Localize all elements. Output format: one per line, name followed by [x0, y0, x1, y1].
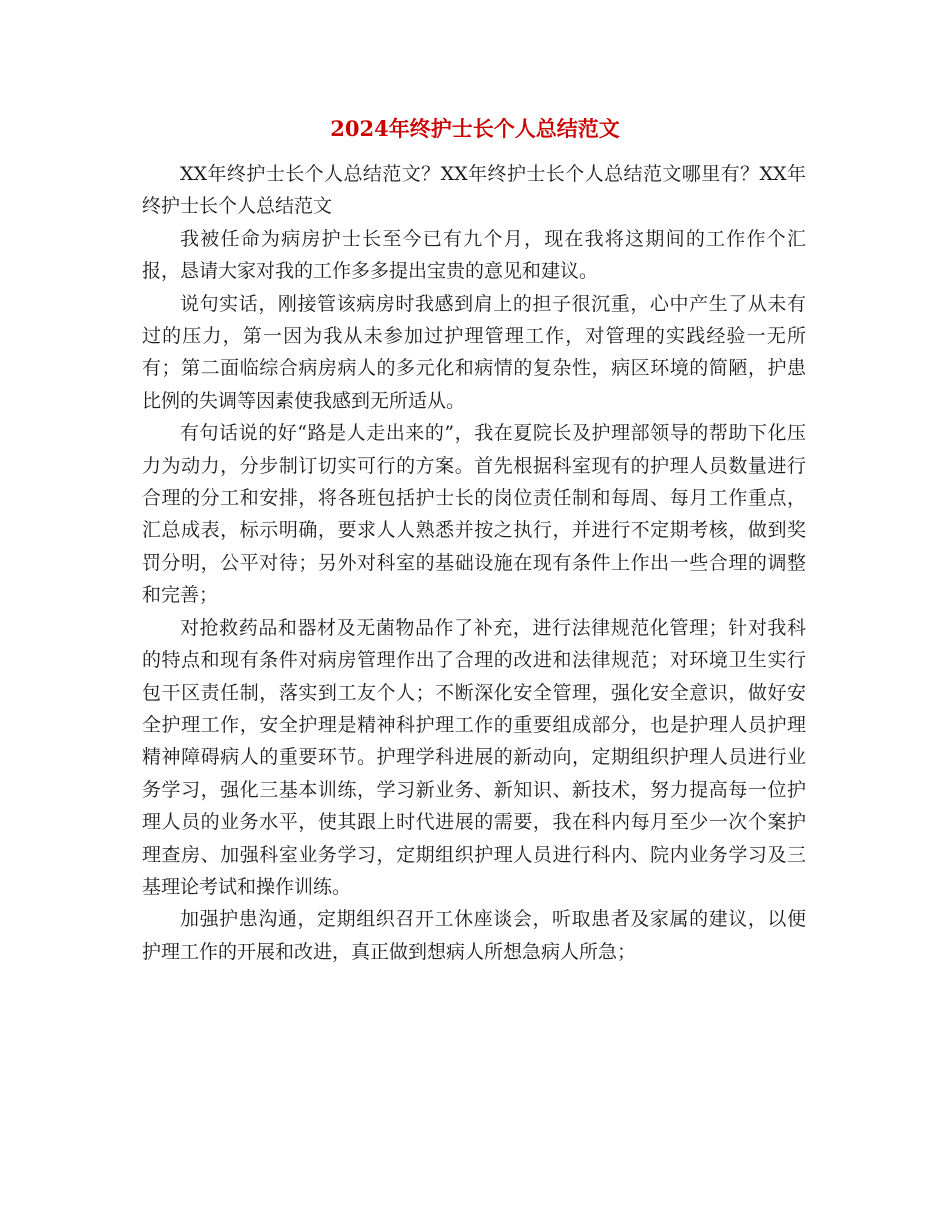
paragraph: 有句话说的好“路是人走出来的”，我在夏院长及护理部领导的帮助下化压力为动力，分步制订切实可行的方案。首先根据科室现有的护理人员数量进行合理的分工和安排，将各班包括护士长的岗位责任制和每周、每月工作重点，汇总成表，标示明确，要求人人熟悉并按之执行，并进行不定期考核，做到奖罚分明，公平对待；另外对科室的基础设施在现有条件上作出一些合理的调整和完善；: [142, 422, 806, 607]
document-title: 2024年终护士长个人总结范文: [330, 116, 620, 141]
paragraph: 加强护患沟通，定期组织召开工休座谈会，听取患者及家属的建议，以便护理工作的开展和改进，真正做到想病人所想急病人所急；: [142, 908, 806, 963]
paragraph: 我被任命为病房护士长至今已有九个月，现在我将这期间的工作作个汇报，恳请大家对我的工作多多提出宝贵的意见和建议。: [142, 227, 806, 283]
document-body: [142, 158, 806, 968]
paragraph: 说句实话，刚接管该病房时我感到肩上的担子很沉重，心中产生了从未有过的压力，第一因为我从未参加过护理管理工作，对管理的实践经验一无所有；第二面临综合病房病人的多元化和病情的复杂性，病区环境的简陋，护患比例的失调等因素使我感到无所适从。: [142, 292, 806, 412]
paragraph: 对抢救药品和器材及无菌物品作了补充，进行法律规范化管理；针对我科的特点和现有条件对病房管理作出了合理的改进和法律规范；对环境卫生实行包干区责任制，落实到工友个人；不断深化安全管理，强化安全意识，做好安全护理工作，安全护理是精神科护理工作的重要组成部分，也是护理人员护理精神障碍病人的重要环节。护理学科进展的新动向，定期组织护理人员进行业务学习，强化三基本训练，学习新业务、新知识、新技术，努力提高每一位护理人员的业务水平，使其跟上时代进展的需要，我在科内每月至少一次个案护理查房、加强科室业务学习，定期组织护理人员进行科内、院内业务学习及三基理论考试和操作训练。: [142, 616, 806, 898]
paragraph: XX年终护士长个人总结范文？XX年终护士长个人总结范文哪里有？XX年终护士长个人总结范文: [142, 163, 806, 218]
